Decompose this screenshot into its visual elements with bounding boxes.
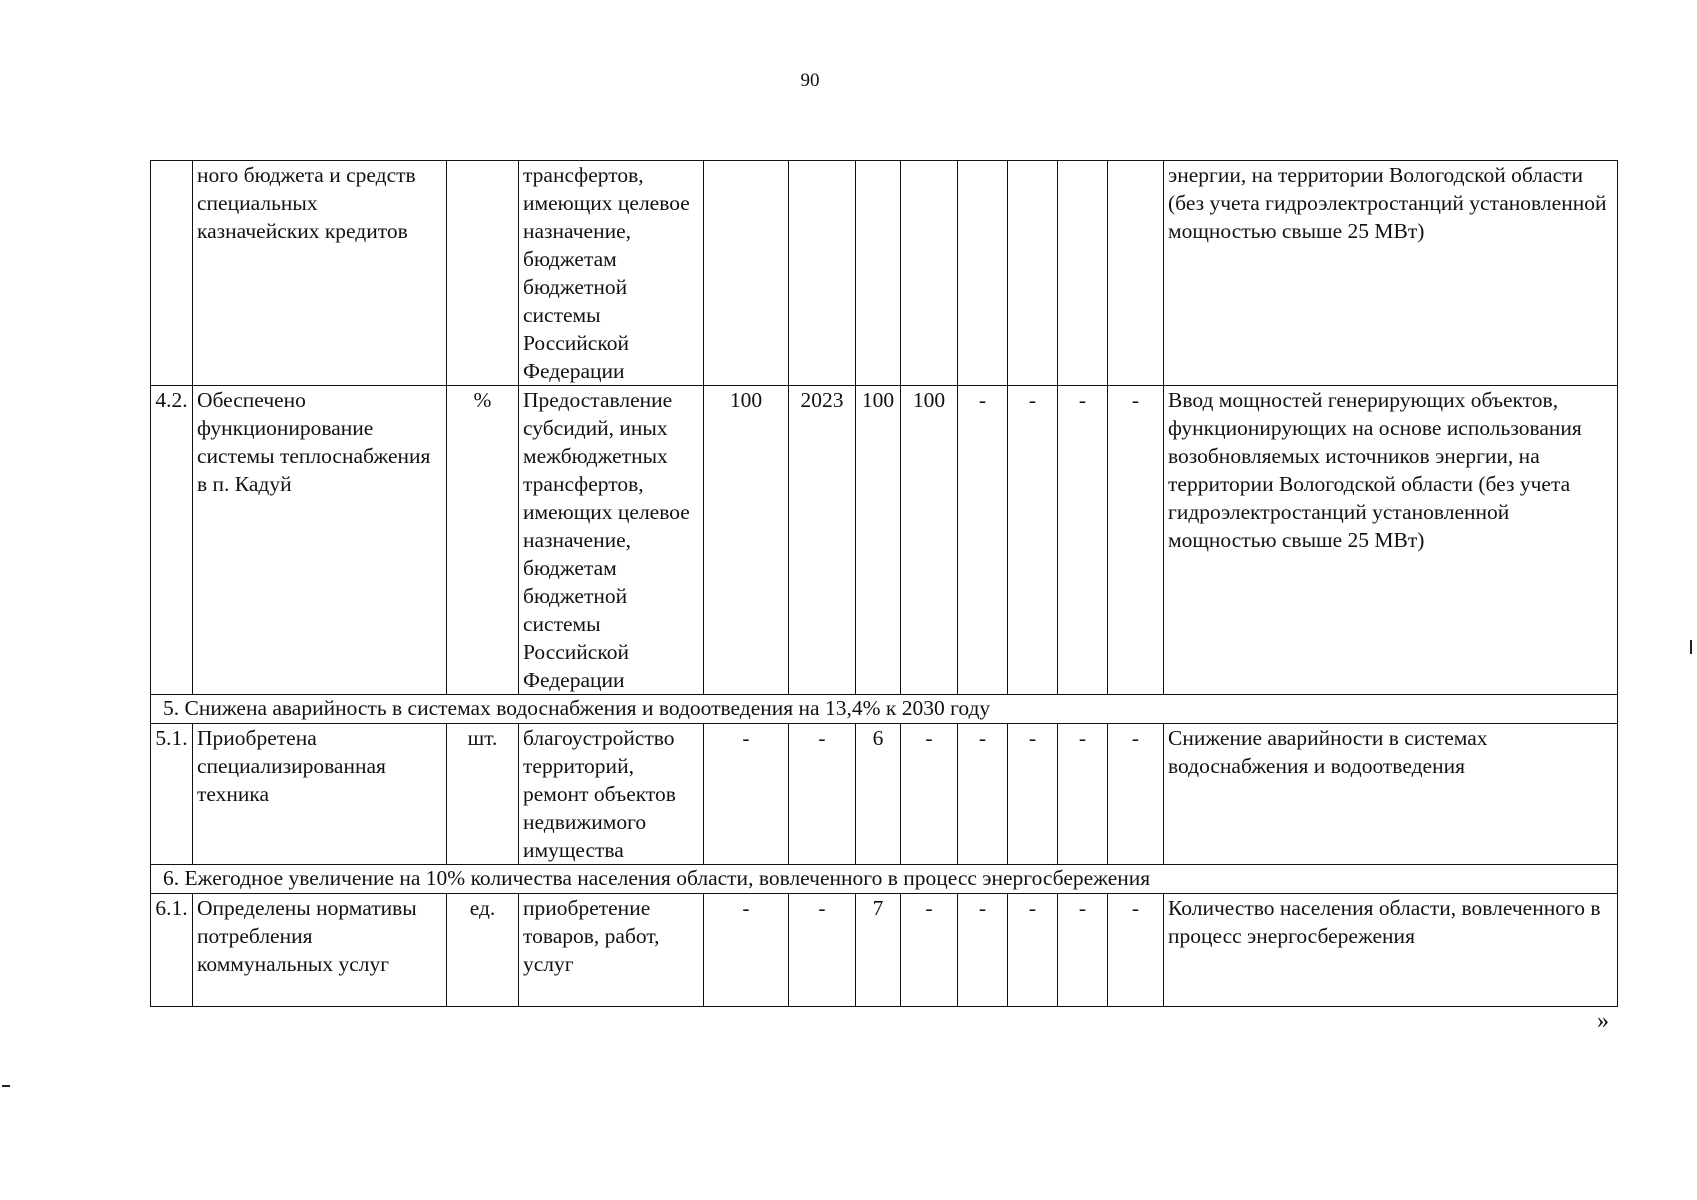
- closing-quote-mark: »: [1597, 1008, 1609, 1034]
- result-cell: ного бюджета и средств специальных казначейских кредитов: [193, 161, 447, 386]
- value-cell: -: [1108, 386, 1164, 695]
- value-cell: [1008, 161, 1058, 386]
- measure-cell: приобретение товаров, работ, услуг: [519, 894, 704, 1007]
- value-cell: [1058, 161, 1108, 386]
- result-cell: Определены нормативы потребления коммунальных услуг: [193, 894, 447, 1007]
- value-cell: -: [1058, 724, 1108, 865]
- value-cell: -: [1058, 894, 1108, 1007]
- value-cell: [704, 161, 789, 386]
- row-number: 5.1.: [151, 724, 193, 865]
- table-row: [151, 894, 1618, 1007]
- value-cell: [958, 161, 1008, 386]
- row-number: 4.2.: [151, 386, 193, 695]
- unit-cell: [447, 161, 519, 386]
- value-cell: [789, 161, 856, 386]
- value-cell: -: [901, 894, 958, 1007]
- value-cell: -: [1058, 386, 1108, 695]
- indicator-cell: Ввод мощностей генерирующих объектов, функционирующих на основе использования возобновляемых источников энергии, на территории Вологодской области (без учета гидроэлектростанций установленной мощностью свыше 25 МВт): [1164, 386, 1618, 695]
- value-cell: [901, 161, 958, 386]
- value-cell: -: [1008, 386, 1058, 695]
- indicator-cell: Количество населения области, вовлеченного в процесс энергосбережения: [1164, 894, 1618, 1007]
- value-cell: 2023: [789, 386, 856, 695]
- value-cell: 6: [856, 724, 901, 865]
- unit-cell: ед.: [447, 894, 519, 1007]
- value-cell: -: [1008, 894, 1058, 1007]
- table-row: [151, 724, 1618, 865]
- table-row: [151, 386, 1618, 695]
- result-cell: Обеспечено функционирование системы теплоснабжения в п. Кадуй: [193, 386, 447, 695]
- scan-margin-mark: [2, 1085, 10, 1087]
- measure-cell: Предоставление субсидий, иных межбюджетных трансфертов, имеющих целевое назначение, бюджетам бюджетной системы Российской Федерации: [519, 386, 704, 695]
- value-cell: -: [958, 894, 1008, 1007]
- section-row: [151, 865, 1618, 894]
- value-cell: -: [901, 724, 958, 865]
- indicator-cell: Снижение аварийности в системах водоснабжения и водоотведения: [1164, 724, 1618, 865]
- indicator-cell: энергии, на территории Вологодской области (без учета гидроэлектростанций установленной мощностью свыше 25 МВт): [1164, 161, 1618, 386]
- value-cell: -: [789, 894, 856, 1007]
- table-row: [151, 161, 1618, 386]
- value-cell: 100: [856, 386, 901, 695]
- value-cell: -: [1108, 894, 1164, 1007]
- result-cell: Приобретена специализированная техника: [193, 724, 447, 865]
- measure-cell: трансфертов, имеющих целевое назначение, бюджетам бюджетной системы Российской Федерации: [519, 161, 704, 386]
- value-cell: -: [958, 724, 1008, 865]
- row-number: 6.1.: [151, 894, 193, 1007]
- value-cell: -: [704, 724, 789, 865]
- section-heading: 6. Ежегодное увеличение на 10% количества населения области, вовлеченного в процесс энергосбережения: [151, 865, 1618, 894]
- value-cell: -: [704, 894, 789, 1007]
- value-cell: -: [958, 386, 1008, 695]
- scan-margin-mark: [1690, 640, 1692, 654]
- page-number: 90: [800, 70, 820, 91]
- measures-table: [150, 160, 1618, 1007]
- value-cell: 7: [856, 894, 901, 1007]
- value-cell: -: [789, 724, 856, 865]
- value-cell: [1108, 161, 1164, 386]
- section-heading: 5. Снижена аварийность в системах водоснабжения и водоотведения на 13,4% к 2030 году: [151, 695, 1618, 724]
- row-number: [151, 161, 193, 386]
- value-cell: -: [1108, 724, 1164, 865]
- value-cell: 100: [704, 386, 789, 695]
- section-row: [151, 695, 1618, 724]
- value-cell: 100: [901, 386, 958, 695]
- unit-cell: шт.: [447, 724, 519, 865]
- unit-cell: %: [447, 386, 519, 695]
- value-cell: -: [1008, 724, 1058, 865]
- value-cell: [856, 161, 901, 386]
- measure-cell: благоустройство территорий, ремонт объектов недвижимого имущества: [519, 724, 704, 865]
